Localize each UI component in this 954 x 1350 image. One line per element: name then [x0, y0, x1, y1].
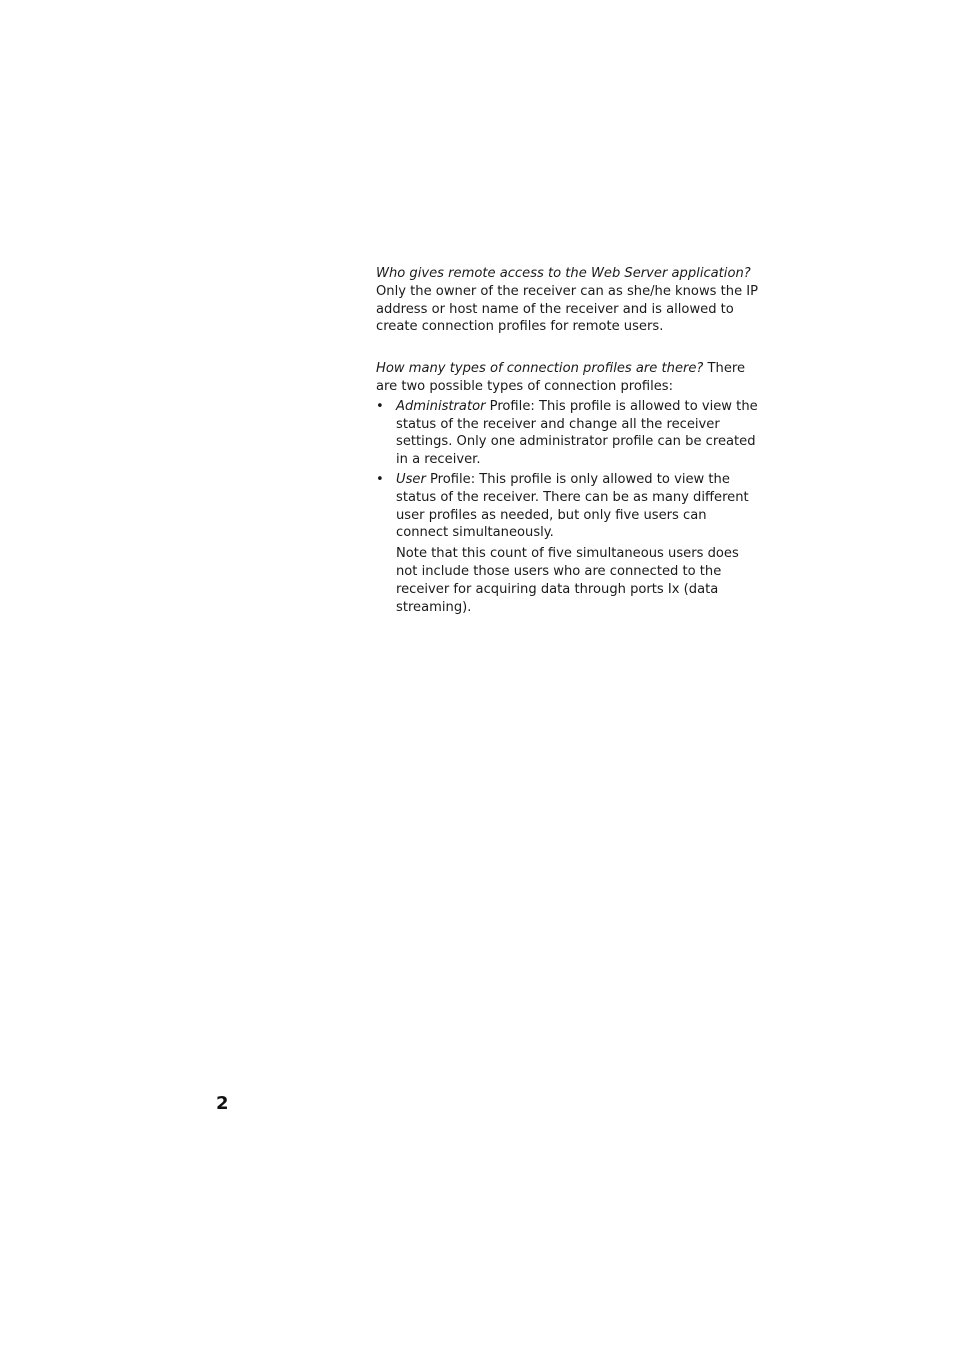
paragraph-remote-access — [376, 265, 760, 336]
list-item-user — [376, 471, 760, 542]
description-administrator: Profile: This profile is allowed to view the status of the receiver and change all the receiver settings. Only one administrator profile can be created in a receiver. — [396, 398, 758, 468]
answer-remote-access: Only the owner of the receiver can as she/he knows the IP address or host name of the receiver and is allowed to create connection profiles for remote users. — [376, 283, 759, 335]
profile-type-list — [376, 398, 760, 542]
list-item-administrator — [376, 398, 760, 469]
answer-profile-types: There are two possible types of connection profiles: — [376, 361, 746, 394]
description-user: Profile: This profile is only allowed to view the status of the receiver. There can be as many different user profiles as needed, but only five users can connect simultaneously. — [396, 471, 749, 541]
term-administrator: Administrator — [396, 398, 486, 414]
document-body — [376, 265, 760, 616]
question-remote-access: Who gives remote access to the Web Server application? — [376, 266, 751, 281]
question-profile-types: How many types of connection profiles are there? — [376, 361, 704, 377]
bullet-icon: • — [376, 471, 384, 487]
bullet-icon: • — [376, 398, 384, 414]
note-simultaneous-users: Note that this count of five simultaneous users does not include those users who are connected to the receiver for acquiring data through ports Ix (data streaming). — [396, 546, 739, 615]
page-number: 2 — [216, 1093, 229, 1114]
term-user: User — [396, 471, 426, 487]
paragraph-profile-types — [376, 360, 760, 396]
